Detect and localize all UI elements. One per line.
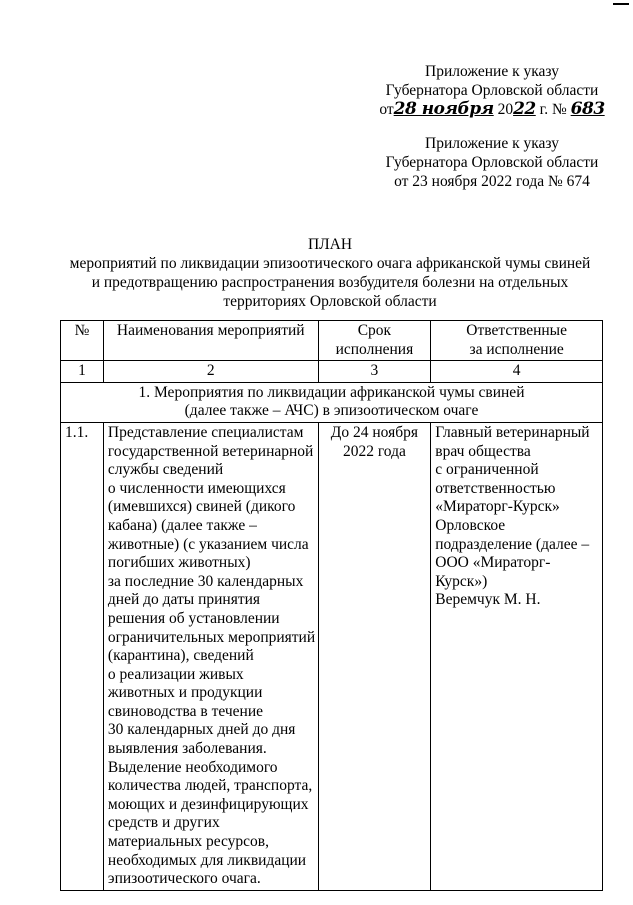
row-1-1-name-line: ограничительных мероприятий [107, 628, 316, 646]
row-1-1-responsible-line: «Мираторг-Курск» [435, 498, 560, 516]
numbering-3: 3 [318, 361, 431, 383]
handwritten-date: 28 ноября [393, 99, 494, 119]
appendix-previous [376, 134, 608, 191]
header-name: Наименования мероприятий [103, 321, 318, 361]
row-1-1-name-line: 30 календарных дней до дня [107, 721, 296, 739]
row-1-1-term-line: До 24 ноября [330, 423, 419, 441]
section-1-line-2: (далее также – АЧС) в эпизоотическом очаге [184, 402, 479, 420]
numbering-4: 4 [431, 361, 603, 383]
row-1-1-name-line: выявления заболевания. [107, 740, 267, 758]
header-responsible [431, 321, 603, 361]
row-1-1-name-line: о реализации живых [107, 665, 244, 683]
handwritten-number: 683 [570, 99, 605, 119]
table-row [61, 422, 603, 890]
row-1-1-name-line: количества людей, транспорта, [107, 777, 313, 795]
row-1-1-name-line: материальных ресурсов, [107, 833, 269, 851]
section-1-line-1: 1. Мероприятия по ликвидации африканской чумы свиней [138, 383, 525, 401]
table-numbering-row [61, 361, 603, 383]
plan-subtitle-1: мероприятий по ликвидации эпизоотического очага африканской чумы свиней [69, 255, 591, 272]
appendix-line-1: Приложение к указу [425, 63, 559, 80]
row-1-1-responsible-line: врач общества [435, 442, 531, 460]
appendix-line-2: Губернатора Орловской области [385, 82, 599, 99]
row-1-1-name-line: (карантина), сведений [107, 647, 254, 665]
row-1-1-responsible-line: Главный ветеринарный [435, 423, 590, 441]
appendix-prev-line-2: Губернатора Орловской области [385, 154, 599, 171]
header-resp-line-2: за исполнение [469, 340, 564, 358]
header-num: № [61, 321, 104, 361]
plan-table [60, 320, 603, 891]
appendix-date-line [376, 100, 608, 119]
row-1-1-name-line: средств и других [107, 814, 220, 832]
row-1-1-term-line: 2022 года [342, 442, 406, 460]
row-1-1-name-line: дней до даты принятия [107, 591, 261, 609]
numbering-1: 1 [61, 361, 104, 383]
row-1-1-name-line: решения об установлении [107, 609, 280, 627]
row-1-1-num: 1.1. [61, 422, 104, 890]
row-1-1-responsible-line: ООО «Мираторг- [435, 554, 551, 572]
plan-heading: ПЛАН [307, 236, 353, 253]
row-1-1-name-line: погибших животных) [107, 554, 251, 572]
date-year-prefix: 20 [497, 101, 514, 118]
header-resp-line-1: Ответственные [466, 322, 567, 339]
date-prefix: от [379, 101, 394, 118]
row-1-1-name-line: государственной ветеринарной [107, 442, 314, 460]
row-1-1-name-line: животных и продукции [107, 684, 263, 702]
row-1-1-name [103, 422, 318, 890]
row-1-1-name-line: моющих и дезинфицирующих [107, 795, 309, 813]
table-section-row [61, 382, 603, 422]
header-term-line-1: Срок [357, 322, 392, 339]
row-1-1-responsible-line: подразделение (далее – [435, 535, 590, 553]
row-1-1-name-line: свиноводства в течение [107, 702, 263, 720]
handwritten-year: 22 [513, 99, 536, 119]
row-1-1-name-line: службы сведений [107, 461, 224, 479]
row-1-1-responsible-line: Орловское [435, 516, 506, 534]
appendix-prev-line-3: от 23 ноября 2022 года № 674 [394, 173, 590, 190]
row-1-1-name-line: эпизоотического очага. [107, 870, 261, 888]
row-1-1-responsible [431, 422, 603, 890]
numbering-2: 2 [103, 361, 318, 383]
row-1-1-name-line: животные) (с указанием числа [107, 535, 309, 553]
number-prefix: г. № [539, 101, 567, 118]
row-1-1-name-line: о численности имеющихся [107, 479, 286, 497]
row-1-1-term [318, 422, 431, 890]
header-term-line-2: исполнения [335, 340, 414, 358]
row-1-1-responsible-line: ответственностью [435, 479, 556, 497]
appendix-prev-line-1: Приложение к указу [425, 135, 559, 152]
row-1-1-name-line: Выделение необходимого [107, 758, 278, 776]
row-1-1-name-line: Представление специалистам [107, 423, 304, 441]
plan-subtitle-3: территориях Орловской области [223, 293, 437, 310]
section-1-heading [61, 382, 603, 422]
appendix-current [376, 62, 608, 119]
plan-subtitle-2: и предотвращению распространения возбудителя болезни на отдельных [91, 274, 569, 291]
row-1-1-name-line: кабана) (далее также – [107, 516, 257, 534]
row-1-1-responsible-line: с ограниченной [435, 461, 539, 479]
plan-title [60, 235, 600, 311]
header-term [318, 321, 431, 361]
row-1-1-responsible-line: Веремчук М. Н. [435, 591, 541, 609]
row-1-1-name-line: (имевшихся) свиней (дикого [107, 498, 296, 516]
row-1-1-name-line: за последние 30 календарных [107, 572, 304, 590]
table-header-row [61, 321, 603, 361]
corner-mark [613, 3, 629, 5]
row-1-1-name-line: необходимых для ликвидации [107, 851, 307, 869]
row-1-1-responsible-line: Курск») [435, 572, 488, 590]
